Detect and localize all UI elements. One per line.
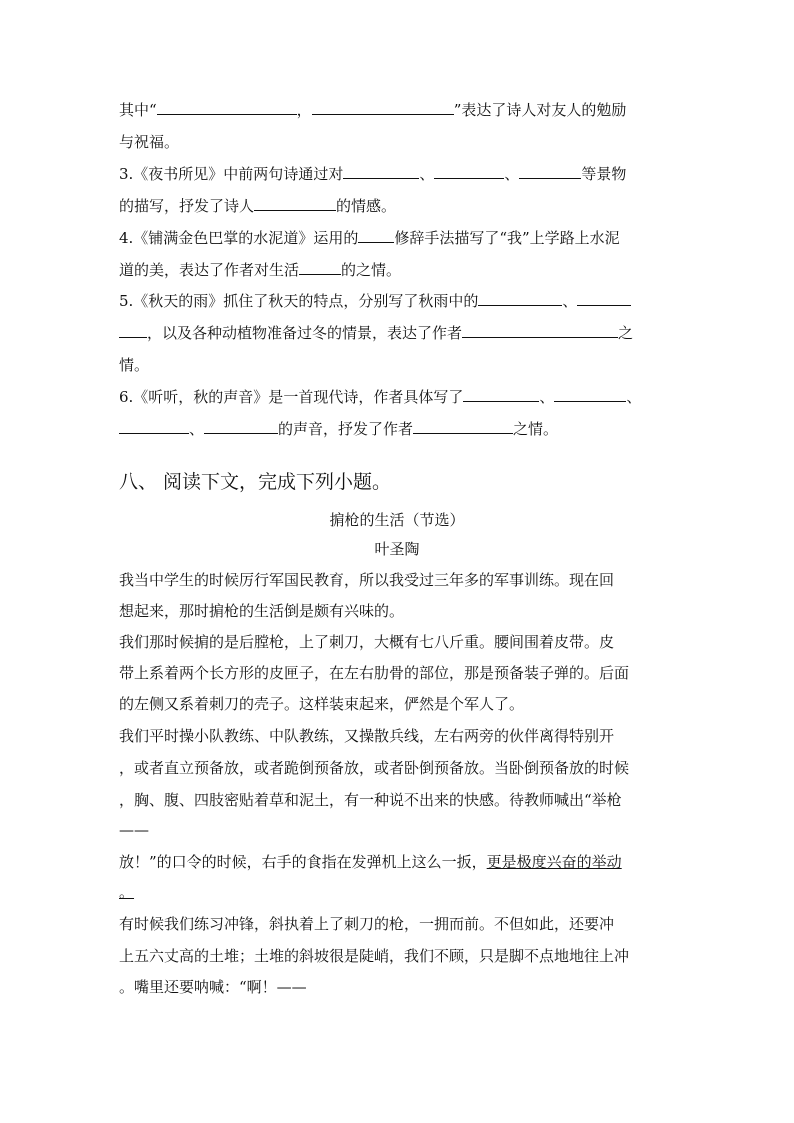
question-4-line-1: 4.《铺满金色巴掌的水泥道》运用的 修辞手法描写了“我”上学路上水泥 bbox=[119, 229, 620, 247]
answer-blank[interactable] bbox=[434, 164, 504, 179]
answer-blank[interactable] bbox=[119, 419, 189, 434]
paragraph-2-line-3: 的左侧又系着刺刀的壳子。这样装束起来，俨然是个军人了。 bbox=[119, 695, 525, 713]
answer-blank[interactable] bbox=[413, 419, 513, 434]
paragraph-3-line-1: 我们平时操小队教练、中队教练，又操散兵线，左右两旁的伙伴离得特别开 bbox=[119, 727, 615, 745]
answer-blank[interactable] bbox=[519, 164, 581, 179]
question-3-line-2: 的描写，抒发了诗人 的情感。 bbox=[119, 197, 397, 215]
answer-blank[interactable] bbox=[254, 196, 336, 211]
answer-blank[interactable] bbox=[478, 291, 562, 306]
question-5-line-3: 情。 bbox=[119, 356, 150, 374]
paragraph-2-line-2: 带上系着两个长方形的皮匣子，在左右肋骨的部位，那是预备装子弹的。后面 bbox=[119, 664, 630, 682]
paragraph-4-line-1: 有时候我们练习冲锋，斜执着上了刺刀的枪，一拥而前。不但如此，还要冲 bbox=[119, 915, 615, 933]
paragraph-4-line-3: 。嘴里还要呐喊：“啊！—— bbox=[119, 978, 307, 996]
question-5-line-1: 5.《秋天的雨》抓住了秋天的特点，分别写了秋雨中的 、 bbox=[119, 291, 631, 311]
paragraph-3-line-6 bbox=[119, 882, 134, 902]
paragraph-1-line-2: 想起来，那时掮枪的生活倒是颇有兴味的。 bbox=[119, 602, 405, 620]
paragraph-3-line-3: ，胸、腹、四肢密贴着草和泥土，有一种说不出来的快感。待教师喊出“举枪 bbox=[119, 791, 622, 809]
underlined-period: 。 bbox=[119, 883, 135, 901]
paragraph-3-line-4: —— bbox=[119, 821, 149, 839]
answer-blank[interactable] bbox=[463, 387, 539, 402]
answer-blank[interactable] bbox=[462, 323, 618, 338]
line-1: 其中“ ， ”表达了诗人对友人的勉励 bbox=[119, 101, 627, 119]
question-5-line-2: ，以及各种动植物准备过冬的情景，表达了作者 之 bbox=[119, 323, 633, 343]
question-4-line-2: 道的美，表达了作者对生活 的之情。 bbox=[119, 261, 402, 279]
question-6-line-1: 6.《听听，秋的声音》是一首现代诗，作者具体写了 、 、 bbox=[119, 388, 642, 406]
question-3-line-1: 3.《夜书所见》中前两句诗通过对 、 、 等景物 bbox=[119, 165, 627, 183]
passage-title: 掮枪的生活（节选） bbox=[329, 511, 465, 529]
line-2: 与祝福。 bbox=[119, 133, 180, 151]
answer-blank[interactable] bbox=[119, 323, 147, 338]
underlined-phrase: 更是极度兴奋的举动 bbox=[486, 853, 622, 871]
passage-author: 叶圣陶 bbox=[374, 540, 420, 558]
answer-blank[interactable] bbox=[299, 260, 341, 275]
question-6-line-2: 、 的声音，抒发了作者 之情。 bbox=[119, 419, 558, 439]
paragraph-3-line-2: ，或者直立预备放，或者跪倒预备放，或者卧倒预备放。当卧倒预备放的时候 bbox=[119, 759, 630, 777]
answer-blank[interactable] bbox=[204, 419, 278, 434]
answer-blank[interactable] bbox=[554, 387, 626, 402]
answer-blank[interactable] bbox=[358, 228, 394, 243]
paragraph-1-line-1: 我当中学生的时候厉行军国民教育，所以我受过三年多的军事训练。现在回 bbox=[119, 571, 615, 589]
paragraph-2-line-1: 我们那时候掮的是后膛枪，上了刺刀，大概有七八斤重。腰间围着皮带。皮 bbox=[119, 633, 615, 651]
paragraph-3-line-5: 放！”的口令的时候，右手的食指在发弹机上这么一扳，更是极度兴奋的举动 bbox=[119, 853, 622, 871]
answer-blank[interactable] bbox=[577, 291, 631, 306]
section-heading: 八、 阅读下文，完成下列小题。 bbox=[119, 471, 392, 493]
answer-blank[interactable] bbox=[343, 164, 419, 179]
paragraph-4-line-2: 上五六丈高的土堆；土堆的斜坡很是陡峭，我们不顾，只是脚不点地地往上冲 bbox=[119, 947, 630, 965]
answer-blank[interactable] bbox=[312, 100, 454, 115]
answer-blank[interactable] bbox=[157, 100, 297, 115]
